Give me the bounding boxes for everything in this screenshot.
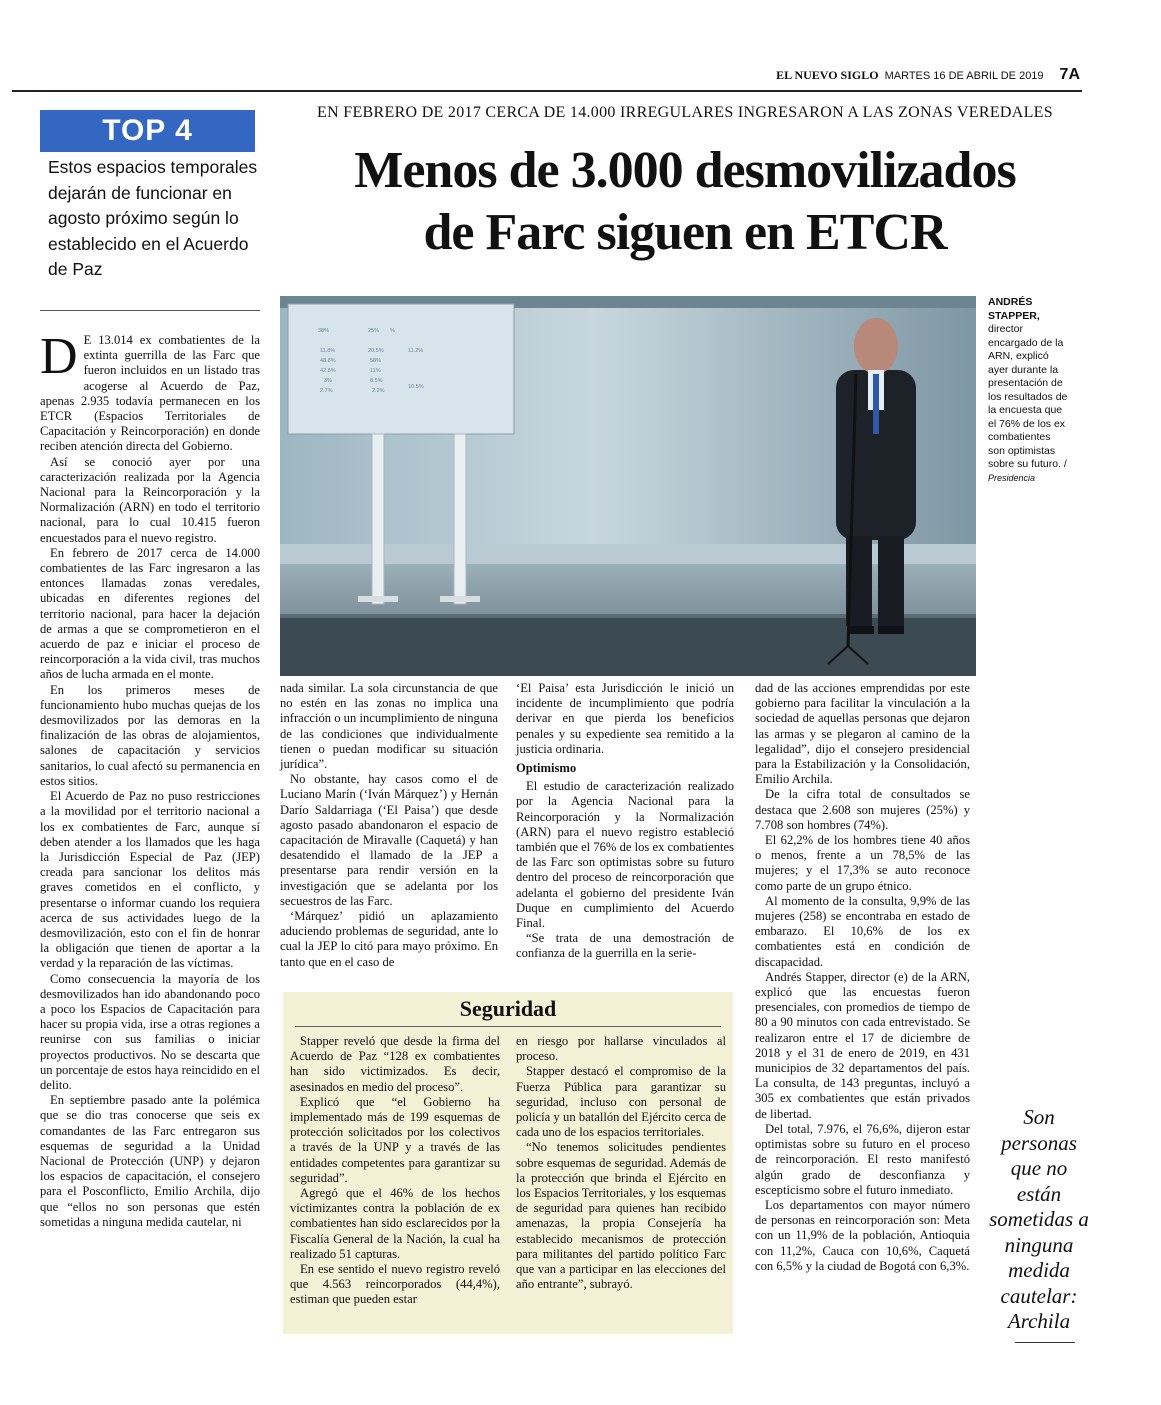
paragraph: ‘Márquez’ pidió un aplazamiento aduciendo problemas de seguridad, ante lo cual la JEP lo citó para mayo próximo. En tanto que en el caso de [280,909,498,969]
top4-badge: TOP 4 [40,110,255,152]
newspaper-name: EL NUEVO SIGLO [776,68,879,82]
top4-text: Estos espacios temporales dejarán de funcionar en agosto próximo según lo establecido en el Acuerdo de Paz [48,157,258,280]
paragraph: Así se conoció ayer por una caracterización realizada por la Agencia Nacional para la Reincorporación y la Normalización (ARN) en todo el territorio nacional, para lo cual 10.415 fueron encuestados para el nuevo registro. [40,454,260,545]
paragraph: Andrés Stapper, director (e) de la ARN, explicó que las encuestas fueron presenciales, con promedios de tiempo de 80 a 90 minutos con cada entrevistado. Se realizaron entre el 17 de diciembre de 2018 y el 31 de enero de 2019, en 431 municipios de 32 departamentos del país. La consulta, de 143 preguntas, incluyó a 305 ex combatientes que están privados de libertad. [755,969,970,1121]
subheading-optimismo: Optimismo [516,761,577,776]
caption-text: director encargado de la ARN, explicó ayer durante la presentación de los resultados de la encuesta que el 76% de los ex combatientes son optimistas sobre su futuro. / [988,323,1068,470]
drop-cap: D [40,328,78,385]
screen-r3-b: 58% [370,358,382,364]
paragraph: En febrero de 2017 cerca de 14.000 combatientes de las Farc ingresaron a las entonces llamadas zonas veredales, ubicadas en diferentes regiones del territorio nacional, para hacer la dejación de armas a que se comprometieron en el acuerdo de paz e iniciar el proceso de reincorporación a la vida civil, tras muchos años de lucha armada en el monte. [40,545,260,682]
screen-r6-c: 10.5% [408,384,424,390]
caption-name: ANDRÉS STAPPER, [988,296,1040,322]
paragraph: Del total, 7.976, el 76,6%, dijeron estar optimistas sobre su futuro en el proceso de reincorporación. El resto manifestó algún grado de desconfianza y escepticismo sobre el futuro inmediato. [755,1121,970,1197]
paragraph: En septiembre pasado ante la polémica que se dio tras conocerse que seis ex comandantes de las Farc entregaron sus esquemas de seguridad a la Unidad Nacional de Protección (UNP) y dejaron los espacios de capacitación, el consejero para el Posconflicto, Emilio Archila, dijo que “ellos no son personas que estén sometidas a ninguna medida cautelar, ni [40,1093,260,1229]
masthead-rule [12,90,1082,92]
paragraph: Stapper reveló que desde la firma del Acuerdo de Paz “128 ex combatientes han sido victimizados. Es decir, asesinados en medio del proceso”. [290,1034,500,1094]
paragraph: En los primeros meses de funcionamiento hubo muchas quejas de los desmovilizados por las demoras en la finalización de las obras de alojamientos, salones de capacitación y servicios sanitarios, lo cual afectó su permanencia en estos sitios. [40,682,260,788]
paragraph: El Acuerdo de Paz no puso restricciones a la movilidad por el territorio nacional a los ex combatientes de Farc, aunque sí deben atender a los llamados que les haga la Jurisdicción Especial de Paz (JEP) creada para sancionar los delitos más graves cometidos en el conflicto, y presentarse o informar cuando los requiera acerca de sus actividades luego de la desmovilización, esto con el fin de honrar la obligación que tienen de aportar a la verdad y la reparación de las víctimas. [40,789,260,971]
screen-r2-c: 11.2% [408,348,424,354]
headline-line-2: de Farc siguen en ETCR [423,204,947,261]
paragraph: Stapper destacó el compromiso de la Fuerza Pública para garantizar su seguridad, incluso con personal de policía y un batallón del Ejército cerca de cada uno de los espacios territoriales. [516,1064,726,1140]
paragraph: ‘El Paisa’ esta Jurisdicción le inició un incidente de incumplimiento que podría derivar en que pierda los beneficios penales y su expediente sea remitido a la justicia ordinaria. [516,681,734,756]
paragraph: Al momento de la consulta, 9,9% de las mujeres (258) se encontraba en estado de embarazo. El 10,6% de los ex combatientes está en condición de discapacidad. [755,893,970,969]
screen-r4-b: 11% [370,368,381,374]
paragraph: dad de las acciones emprendidas por este gobierno para facilitar la vinculación a la sociedad de aquellas personas que dejaron las armas y se plegaron al camino de la legalidad”, dijo el consejero presidencial para la Estabilización y la Consolidación, Emilio Archila. [755,681,970,787]
lead-text: E 13.014 ex combatientes de la extinta guerrilla de las Farc que fueron incluidos en un listado tras acogerse al Acuerdo de Paz, apenas 2.935 todavía permanecen en los ETCR (Espacios Territoriales de Capacitación y Reincorporación) en donde reciben atención directa del Gobierno. [40,333,260,454]
seguridad-title: Seguridad [459,996,557,1021]
article-column-4 [755,681,970,1274]
paragraph: en riesgo por hallarse vinculados al proceso. [516,1034,726,1064]
top4-rule [40,310,260,311]
pull-quote: Son personas que no están sometidas a ninguna medida cautelar: Archila [989,1105,1089,1333]
screen-r6-b: 2.2% [372,388,385,394]
screen-r3-a: 48.8% [320,358,336,364]
paragraph: De la cifra total de consultados se destaca que 2.608 son mujeres (25%) y 7.708 son hombres (74%). [755,787,970,832]
article-column-3 [516,681,734,962]
issue-date: MARTES 16 DE ABRIL DE 2019 [884,70,1044,82]
paragraph: Agregó que el 46% de los hechos victimizantes contra la población de ex combatientes han sido esclarecidos por la Fiscalía General de la Nación, la cual ha realizado 51 capturas. [290,1186,500,1261]
kicker: EN FEBRERO DE 2017 CERCA DE 14.000 IRREGULARES INGRESARON A LAS ZONAS VEREDALES [317,104,1053,121]
paragraph: El estudio de caracterización realizado por la Agencia Nacional para la Reincorporación y la Normalización (ARN) para el nuevo registro estableció también que el 76% de los ex combatientes de las Farc son optimistas sobre su futuro dentro del proceso de reincorporación que adelanta el gobierno del presidente Iván Duque en cumplimiento del Acuerdo Final. [516,779,734,931]
page-number: 7A [1059,66,1080,83]
screen-r2-b: 20.5% [368,348,384,354]
screen-r6-a: 2.7% [320,388,333,394]
paragraph: “Se trata de una demostración de confianza de la guerrilla en la serie- [516,931,734,961]
pull-quote-rule [1015,1342,1075,1343]
screen-r5-a: 3% [324,378,332,384]
masthead [760,66,1080,88]
news-photo [280,296,976,676]
article-column-1 [40,328,260,1230]
screen-r4-a: 42.8% [320,368,336,374]
seguridad-column-1 [290,1034,500,1308]
paragraph: nada similar. La sola circunstancia de que no estén en las zonas no implica una infracción o un incumplimiento de ninguna de las condiciones que individualmente tienen o puedan modificar su situación jurídica”. [280,681,498,772]
paragraph: En ese sentido el nuevo registro reveló que 4.563 reincorporados (44,4%), estiman que pueden estar [290,1262,500,1307]
screen-r5-b: 8.5% [370,378,383,384]
paragraph: Explicó que “el Gobierno ha implementado más de 199 esquemas de protección solicitados por los colectivos a través de la UNP y a través de las entidades competentes para garantizar su seguridad”. [290,1094,500,1185]
caption-credit: Presidencia [988,472,1036,483]
lead-paragraph [40,328,260,455]
screen-r2-a: 11.8% [320,348,336,354]
paragraph: “No tenemos solicitudes pendientes sobre esquemas de seguridad. Además de la protección que brinda el Ejército en los Espacios Territoriales, y los esquemas de seguridad para quienes han recibido amenazas, la propia Consejería ha establecido mecanismos de protección para militantes del partido político Farc que van a participar en las elecciones del año entrante”, subrayó. [516,1140,726,1292]
paragraph: Como consecuencia la mayoría de los desmovilizados han ido abandonando poco a poco los Espacios de Capacitación para hacer su propia vida, irse a otras regiones a reunirse con sus familias o iniciar proyectos productivos. No se descarta que un porcentaje de estos haya reincidido en el delito. [40,971,260,1092]
paragraph: Los departamentos con mayor número de personas en reincorporación son: Meta con un 11,9% de la población, Antioquia con 11,2%, Cauca con 10,6%, Caquetá con 6,5% y la ciudad de Bogotá con 6,3%. [755,1197,970,1273]
article-column-2 [280,681,498,970]
paragraph: El 62,2% de los hombres tiene 40 años o menos, frente a un 78,5% de las mujeres; y el 17,3% se auto reconoce como parte de un grupo étnico. [755,833,970,893]
headline-line-1: Menos de 3.000 desmovilizados [354,142,1016,199]
photo-caption [988,296,1068,485]
seguridad-column-2 [516,1034,726,1292]
headline [290,140,1080,264]
screen-r1-a: 38% [318,328,330,334]
screen-r1-c: % [390,328,395,334]
paragraph: No obstante, hay casos como el de Luciano Marín (‘Iván Márquez’) y Hernán Darío Saldarriaga (‘El Paisa’) que desde agosto pasado abandonaron el espacio de capacitación de Miravalle (Caquetá) y han desatendido el llamado de la JEP a presentarse para rendir versión en la investigación que se adelanta por los secuestros de las Farc. [280,772,498,908]
seguridad-rule [295,1026,721,1027]
screen-r1-b: 25% [368,328,380,334]
